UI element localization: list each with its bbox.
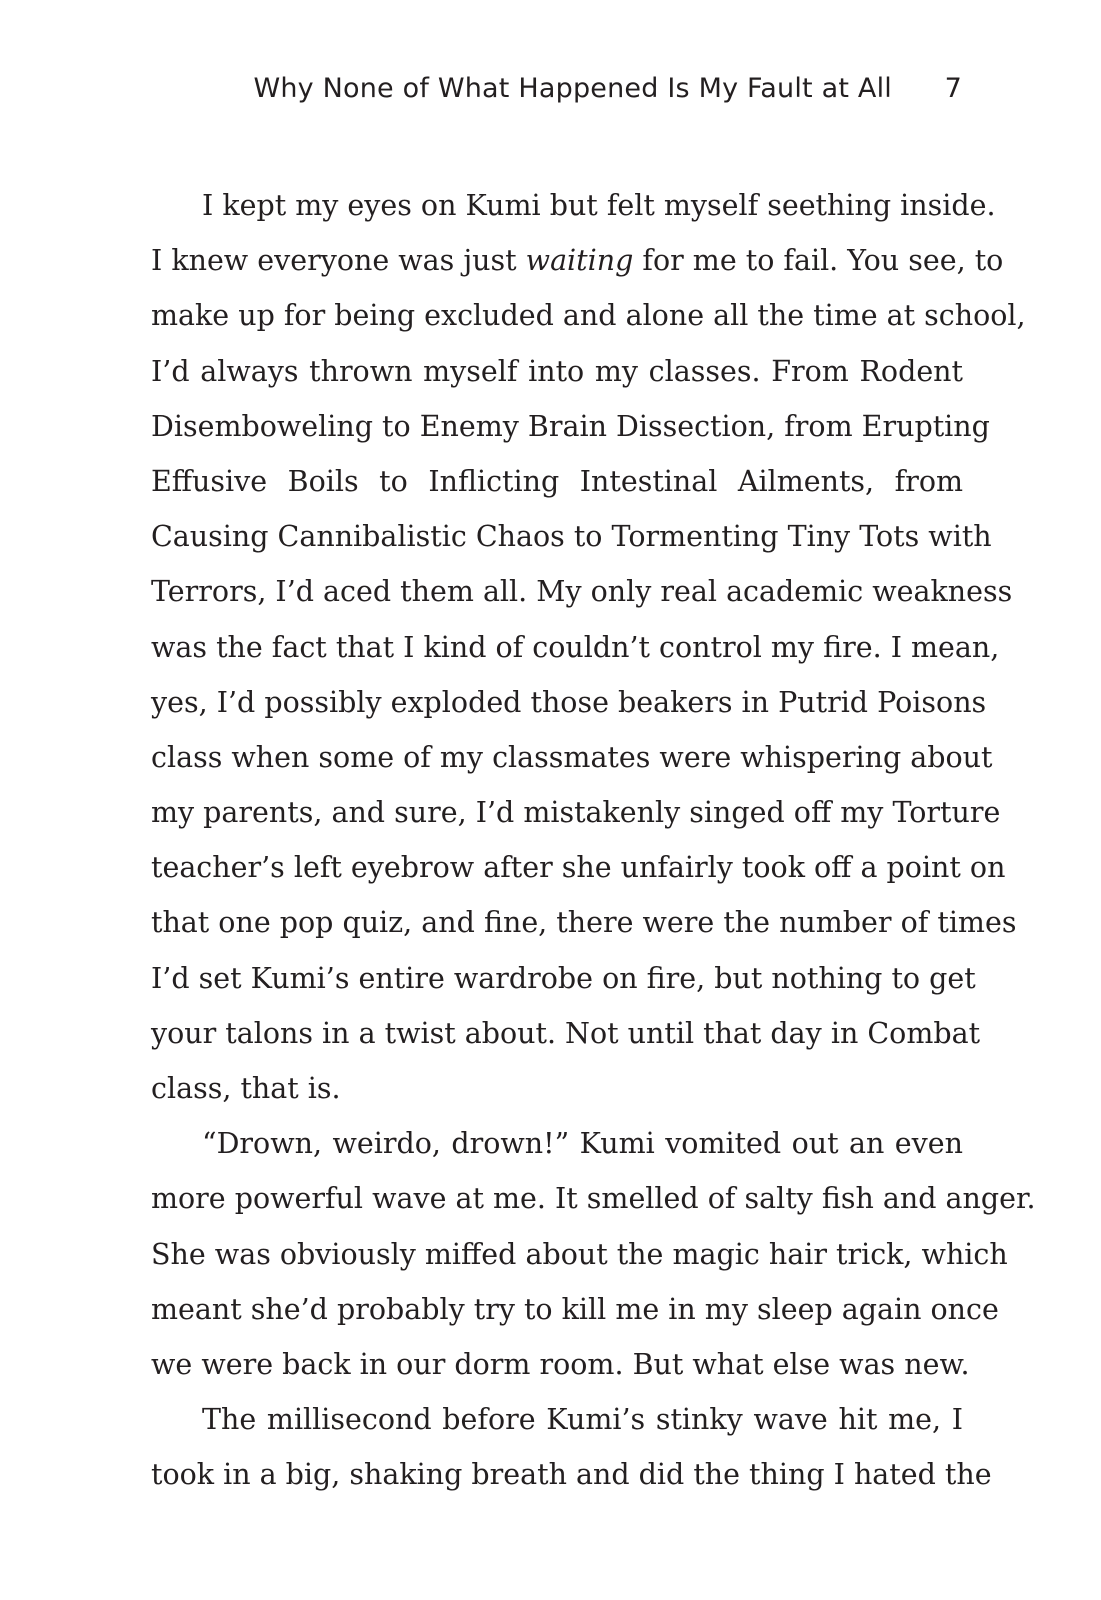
running-title: Why None of What Happened Is My Fault at All bbox=[253, 73, 892, 104]
text-line: class, that is. bbox=[151, 1072, 341, 1105]
page-number: 7 bbox=[944, 73, 962, 104]
text-line: class when some of my classmates were whispering about bbox=[151, 740, 993, 774]
text-line: Disemboweling to Enemy Brain Dissection, from Erupting bbox=[151, 409, 990, 443]
text-line bbox=[151, 233, 1004, 288]
text-line: more powerful wave at me. It smelled of salty fish and anger. bbox=[151, 1182, 1036, 1216]
text-line: we were back in our dorm room. But what else was new. bbox=[151, 1347, 970, 1381]
text-line: meant she’d probably try to kill me in my sleep again once bbox=[151, 1292, 999, 1326]
text-line: “Drown, weirdo, drown!” Kumi vomited out an even bbox=[202, 1127, 963, 1161]
text-line: I kept my eyes on Kumi but felt myself seething inside. bbox=[202, 189, 996, 222]
text-line: She was obviously miffed about the magic hair trick, which bbox=[151, 1237, 1008, 1271]
text-line: make up for being excluded and alone all the time at school, bbox=[151, 299, 1026, 333]
text-line: that one pop quiz, and fine, there were the number of times bbox=[151, 906, 1017, 940]
text-line: your talons in a twist about. Not until that day in Combat bbox=[151, 1016, 981, 1050]
body-text bbox=[151, 178, 1036, 1503]
text-line: my parents, and sure, I’d mistakenly singed off my Torture bbox=[151, 796, 1001, 830]
text-line: was the fact that I kind of couldn’t control my fire. I mean, bbox=[151, 630, 1000, 664]
text-line: I’d set Kumi’s entire wardrobe on fire, but nothing to get bbox=[151, 961, 976, 995]
text-line: yes, I’d possibly exploded those beakers in Putrid Poisons bbox=[151, 685, 987, 719]
text-line: I’d always thrown myself into my classes. From Rodent bbox=[151, 354, 963, 388]
text-run: for me to fail. You see, to bbox=[633, 244, 1004, 278]
text-line: Causing Cannibalistic Chaos to Tormenting Tiny Tots with bbox=[151, 520, 992, 554]
text-run: I knew everyone was just bbox=[151, 244, 526, 278]
emphasized-text: waiting bbox=[525, 244, 634, 278]
text-line: The millisecond before Kumi’s stinky wave hit me, I bbox=[202, 1403, 963, 1437]
text-line: Terrors, I’d aced them all. My only real academic weakness bbox=[151, 575, 1013, 609]
text-line: took in a big, shaking breath and did the thing I hated the bbox=[151, 1458, 992, 1492]
text-line: teacher’s left eyebrow after she unfairly took off a point on bbox=[151, 851, 1006, 885]
running-head bbox=[150, 73, 962, 113]
text-line: Effusive Boils to Inflicting Intestinal Ailments, from bbox=[151, 464, 963, 498]
